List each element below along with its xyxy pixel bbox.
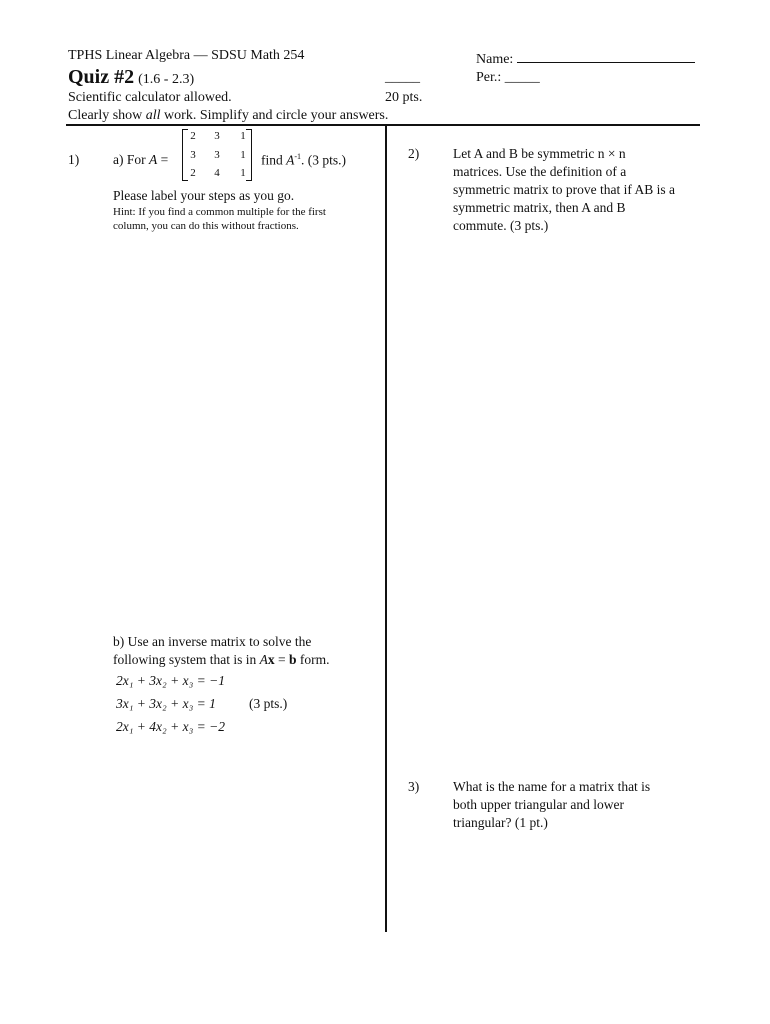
instructions-emphasis: all	[145, 108, 161, 123]
problem3-line: triangular? (1 pt.)	[453, 815, 548, 830]
calculator-note: Scientific calculator allowed.	[68, 90, 232, 105]
problem2-line: symmetric matrix to prove that if AB is a	[453, 182, 675, 197]
problem1b-line2	[113, 652, 330, 668]
problem1b-line2-pre: following system that is in	[113, 652, 260, 667]
problem3-line: both upper triangular and lower	[453, 797, 624, 812]
problem1a-var: A	[149, 152, 158, 167]
problem1b-points: (3 pts.)	[249, 696, 288, 711]
course-title: TPHS Linear Algebra — SDSU Math 254	[68, 48, 305, 63]
matrix-cell: 1	[240, 149, 246, 161]
matrix-a	[182, 129, 252, 181]
column-divider	[385, 126, 387, 932]
problem1a-find	[261, 152, 346, 169]
problem1b-A: A	[259, 652, 268, 667]
problem1a-prefix: a) For	[113, 152, 149, 167]
quiz-title: Quiz #2	[68, 66, 135, 88]
quiz-sections: (1.6 - 2.3)	[138, 72, 195, 87]
system-equation: 3x₁ + 3x₂ + x₃ = 1	[116, 696, 216, 711]
problem1b-b: b	[289, 652, 297, 667]
instructions-pre: Clearly show	[68, 108, 146, 123]
find-label: find	[261, 152, 287, 168]
score-blank[interactable]: _____	[385, 70, 420, 85]
name-label: Name:	[476, 52, 514, 67]
problem2-line: symmetric matrix, then A and B	[453, 200, 626, 215]
problem1b-line2-post: form.	[296, 652, 330, 667]
matrix-cell: 4	[214, 167, 220, 179]
problem1b-x: x	[267, 652, 275, 667]
matrix-cell: 1	[240, 130, 246, 142]
period-label: Per.:	[476, 70, 502, 85]
problem2-line: commute. (3 pts.)	[453, 218, 549, 233]
problem2-number: 2)	[408, 146, 420, 161]
problem2-line: Let A and B be symmetric n × n	[453, 146, 626, 161]
problem1b-eq: =	[274, 652, 289, 667]
matrix-cell: 1	[240, 167, 246, 179]
problem2-line: matrices. Use the definition of a	[453, 164, 627, 179]
name-blank[interactable]	[517, 48, 695, 63]
matrix-cell: 2	[190, 167, 196, 179]
hint-line-2: column, you can do this without fractions.	[113, 220, 299, 232]
header-divider	[66, 124, 700, 126]
problem3-number: 3)	[408, 779, 420, 794]
matrix-cell: 3	[214, 130, 220, 142]
matrix-cell: 2	[190, 130, 196, 142]
system-equation: 2x₁ + 4x₂ + x₃ = −2	[116, 719, 225, 734]
period-field[interactable]	[476, 70, 540, 86]
hint-line-1: Hint: If you find a common multiple for the first	[113, 206, 326, 218]
period-blank[interactable]: _____	[504, 70, 540, 85]
quiz-heading	[68, 66, 194, 89]
problem1a-prompt	[113, 152, 168, 168]
problem3-line: What is the name for a matrix that is	[453, 779, 651, 794]
problem1a-points: . (3 pts.)	[301, 152, 347, 168]
name-field[interactable]	[476, 48, 695, 68]
label-steps-note: Please label your steps as you go.	[113, 188, 295, 203]
points-total: 20 pts.	[385, 90, 423, 105]
instructions-post: work. Simplify and circle your answers.	[160, 108, 389, 123]
problem1-number: 1)	[68, 152, 80, 167]
matrix-cell: 3	[214, 149, 220, 161]
problem1a-eq: =	[157, 152, 169, 167]
system-equation: 2x₁ + 3x₂ + x₃ = −1	[116, 673, 225, 688]
inverse-exponent: -1	[294, 152, 302, 161]
problem1b-line1: b) Use an inverse matrix to solve the	[113, 634, 312, 649]
find-var: A	[286, 152, 295, 168]
instructions	[68, 108, 388, 124]
matrix-cell: 3	[190, 149, 196, 161]
